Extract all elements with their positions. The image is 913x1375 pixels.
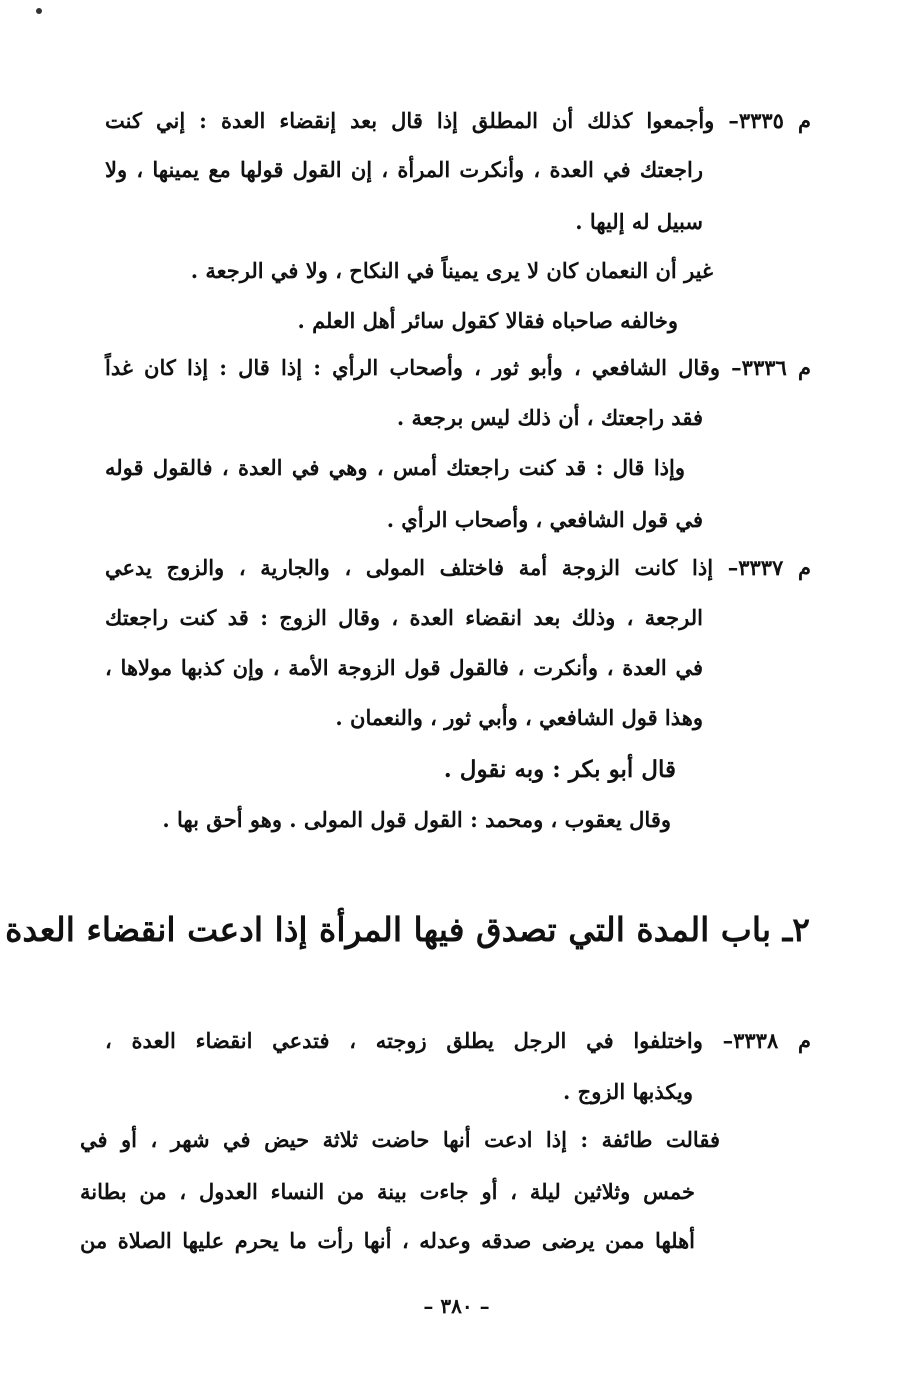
paragraph-3337-line-3: في العدة ، وأنكرت ، فالقول قول الزوجة الأمة ، وإن كذبها مولاها ، [105,655,703,680]
paragraph-3338-note-line-3: أهلها ممن يرضى صدقه وعدله ، أنها رأت ما يحرم عليها الصلاة من [80,1228,695,1253]
paragraph-3335-note-2: وخالفه صاحباه فقالا كقول سائر أهل العلم . [297,308,678,333]
paragraph-3335-line-2: راجعتك في العدة ، وأنكرت المرأة ، إن القول قولها مع يمينها ، ولا [105,157,703,182]
paragraph-3338-note-line-1: فقالت طائفة : إذا ادعت أنها حاضت ثلاثة حيض في شهر ، أو في [80,1127,720,1152]
paragraph-3337-line-4: وهذا قول الشافعي ، وأبي ثور ، والنعمان . [335,705,703,730]
paragraph-3338-note-line-2: خمس وثلاثين ليلة ، أو جاءت بينة من النساء العدول ، من بطانة [80,1179,695,1204]
page-number: – ٣٨٠ – [423,1294,490,1318]
paragraph-3336-note-line-1: وإذا قال : قد كنت راجعتك أمس ، وهي في العدة ، فالقول قوله [105,455,685,480]
paragraph-3337-yaqub: وقال يعقوب ، ومحمد : القول قول المولى . وهو أحق بها . [162,807,671,832]
chapter-heading: ٢ـ باب المدة التي تصدق فيها المرأة إذا ادعت انقضاء العدة [5,910,810,949]
paragraph-3335-line-3: سبيل له إليها . [575,209,703,234]
paragraph-3338-line-2: ويكذبها الزوج . [563,1079,693,1104]
paragraph-3335-note-1: غير أن النعمان كان لا يرى يميناً في النكاح ، ولا في الرجعة . [190,258,713,283]
paragraph-3337-abubakr: قال أبو بكر : وبه نقول . [443,756,676,783]
paragraph-3338-line-1: م ٣٣٣٨– واختلفوا في الرجل يطلق زوجته ، فتدعي انقضاء العدة ، [105,1028,811,1053]
paragraph-3336-note-line-2: في قول الشافعي ، وأصحاب الرأي . [386,507,703,532]
paragraph-3336-line-2: فقد راجعتك ، أن ذلك ليس برجعة . [396,405,703,430]
paragraph-3337-line-2: الرجعة ، وذلك بعد انقضاء العدة ، وقال الزوج : قد كنت راجعتك [105,605,703,630]
scan-mark [34,6,44,16]
paragraph-3336-line-1: م ٣٣٣٦– وقال الشافعي ، وأبو ثور ، وأصحاب الرأي : إذا قال : إذا كان غداً [105,355,811,380]
paragraph-3335-line-1: م ٣٣٣٥– وأجمعوا كذلك أن المطلق إذا قال بعد إنقضاء العدة : إني كنت [105,108,811,133]
paragraph-3337-line-1: م ٣٣٣٧– إذا كانت الزوجة أمة فاختلف المولى ، والجارية ، والزوج يدعي [105,555,811,580]
